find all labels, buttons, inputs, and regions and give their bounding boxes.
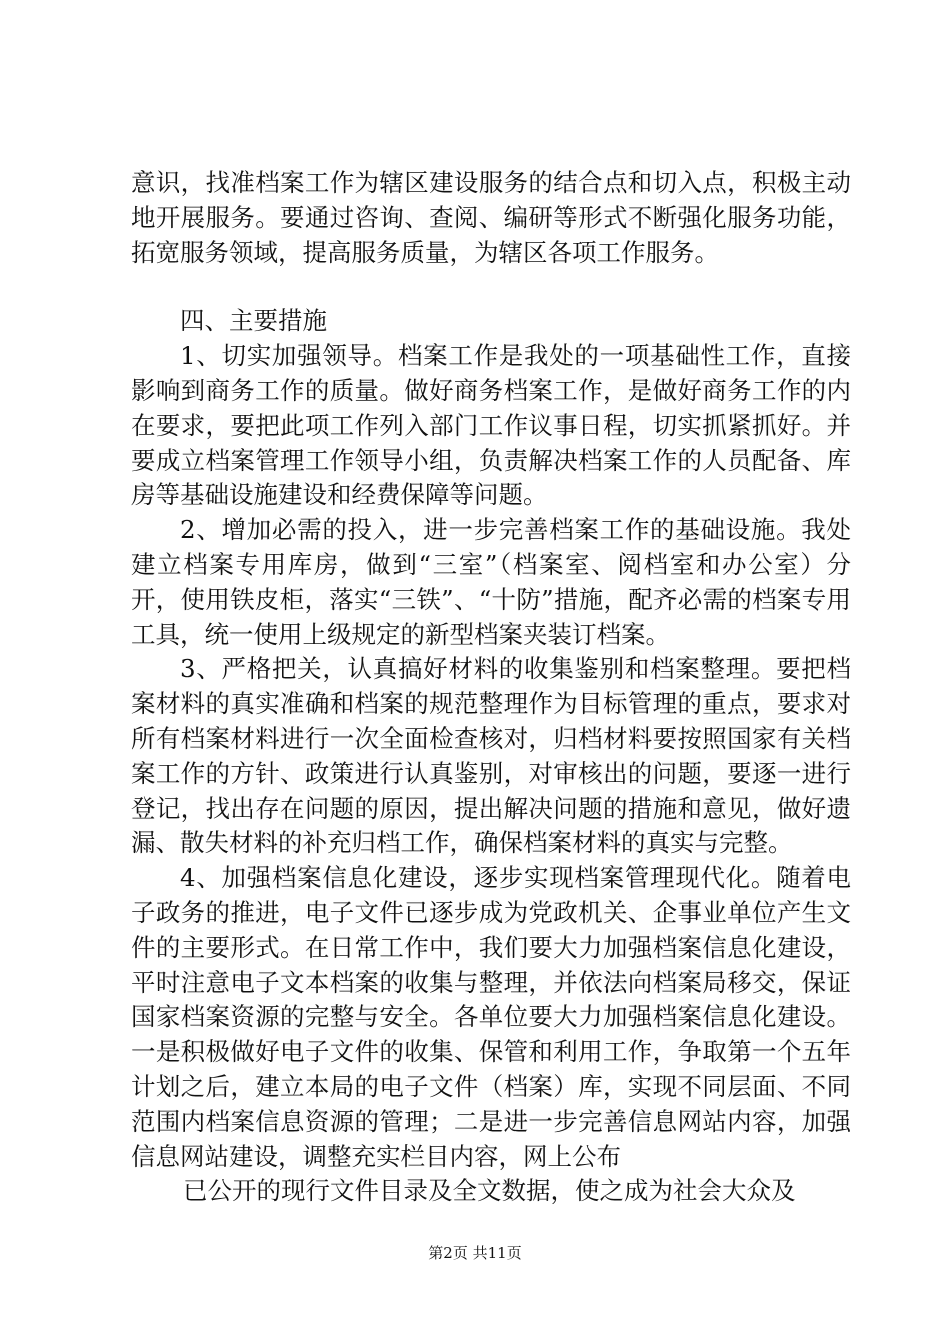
- measure-item-1: 1、切实加强领导。档案工作是我处的一项基础性工作，直接影响到商务工作的质量。做好商务档案工作，是做好商务工作的内在要求，要把此项工作列入部门工作议事日程，切实抓紧抓好。并要成立档案管理工作领导小组，负责解决档案工作的人员配备、库房等基础设施建设和经费保障等问题。: [131, 341, 851, 510]
- measure-item-2: 2、增加必需的投入，进一步完善档案工作的基础设施。我处建立档案专用库房，做到“三室”（档案室、阅档室和办公室）分开，使用铁皮柜，落实“三铁”、“十防”措施，配齐必需的档案专用工具，统一使用上级规定的新型档案夹装订档案。: [131, 515, 851, 649]
- page-number-indicator: 第2页 共11页: [428, 1244, 522, 1262]
- measure-item-4: 4、加强档案信息化建设，逐步实现档案管理现代化。随着电子政务的推进，电子文件已逐步成为党政机关、企事业单位产生文件的主要形式。在日常工作中，我们要大力加强档案信息化建设，平时注意电子文本档案的收集与整理，并依法向档案局移交，保证国家档案资源的完整与安全。各单位要大力加强档案信息化建设。一是积极做好电子文件的收集、保管和利用工作，争取第一个五年计划之后，建立本局的电子文件（档案）库，实现不同层面、不同范围内档案信息资源的管理；二是进一步完善信息网站内容，加强信息网站建设，调整充实栏目内容，网上公布: [131, 863, 851, 1171]
- intro-paragraph: 意识，找准档案工作为辖区建设服务的结合点和切入点，积极主动地开展服务。要通过咨询、查阅、编研等形式不断强化服务功能，拓宽服务领域，提高服务质量，为辖区各项工作服务。: [131, 168, 851, 267]
- section-heading: 四、主要措施: [180, 306, 327, 336]
- measure-item-3: 3、严格把关，认真搞好材料的收集鉴别和档案整理。要把档案材料的真实准确和档案的规范整理作为目标管理的重点，要求对所有档案材料进行一次全面检查核对，归档材料要按照国家有关档案工作的方针、政策进行认真鉴别，对审核出的问题，要逐一进行登记，找出存在问题的原因，提出解决问题的措施和意见，做好遗漏、散失材料的补充归档工作，确保档案材料的真实与完整。: [131, 654, 851, 858]
- continuation-paragraph: 已公开的现行文件目录及全文数据，使之成为社会大众及: [183, 1176, 796, 1206]
- page-footer: [0, 1243, 950, 1263]
- document-body: [131, 166, 851, 1209]
